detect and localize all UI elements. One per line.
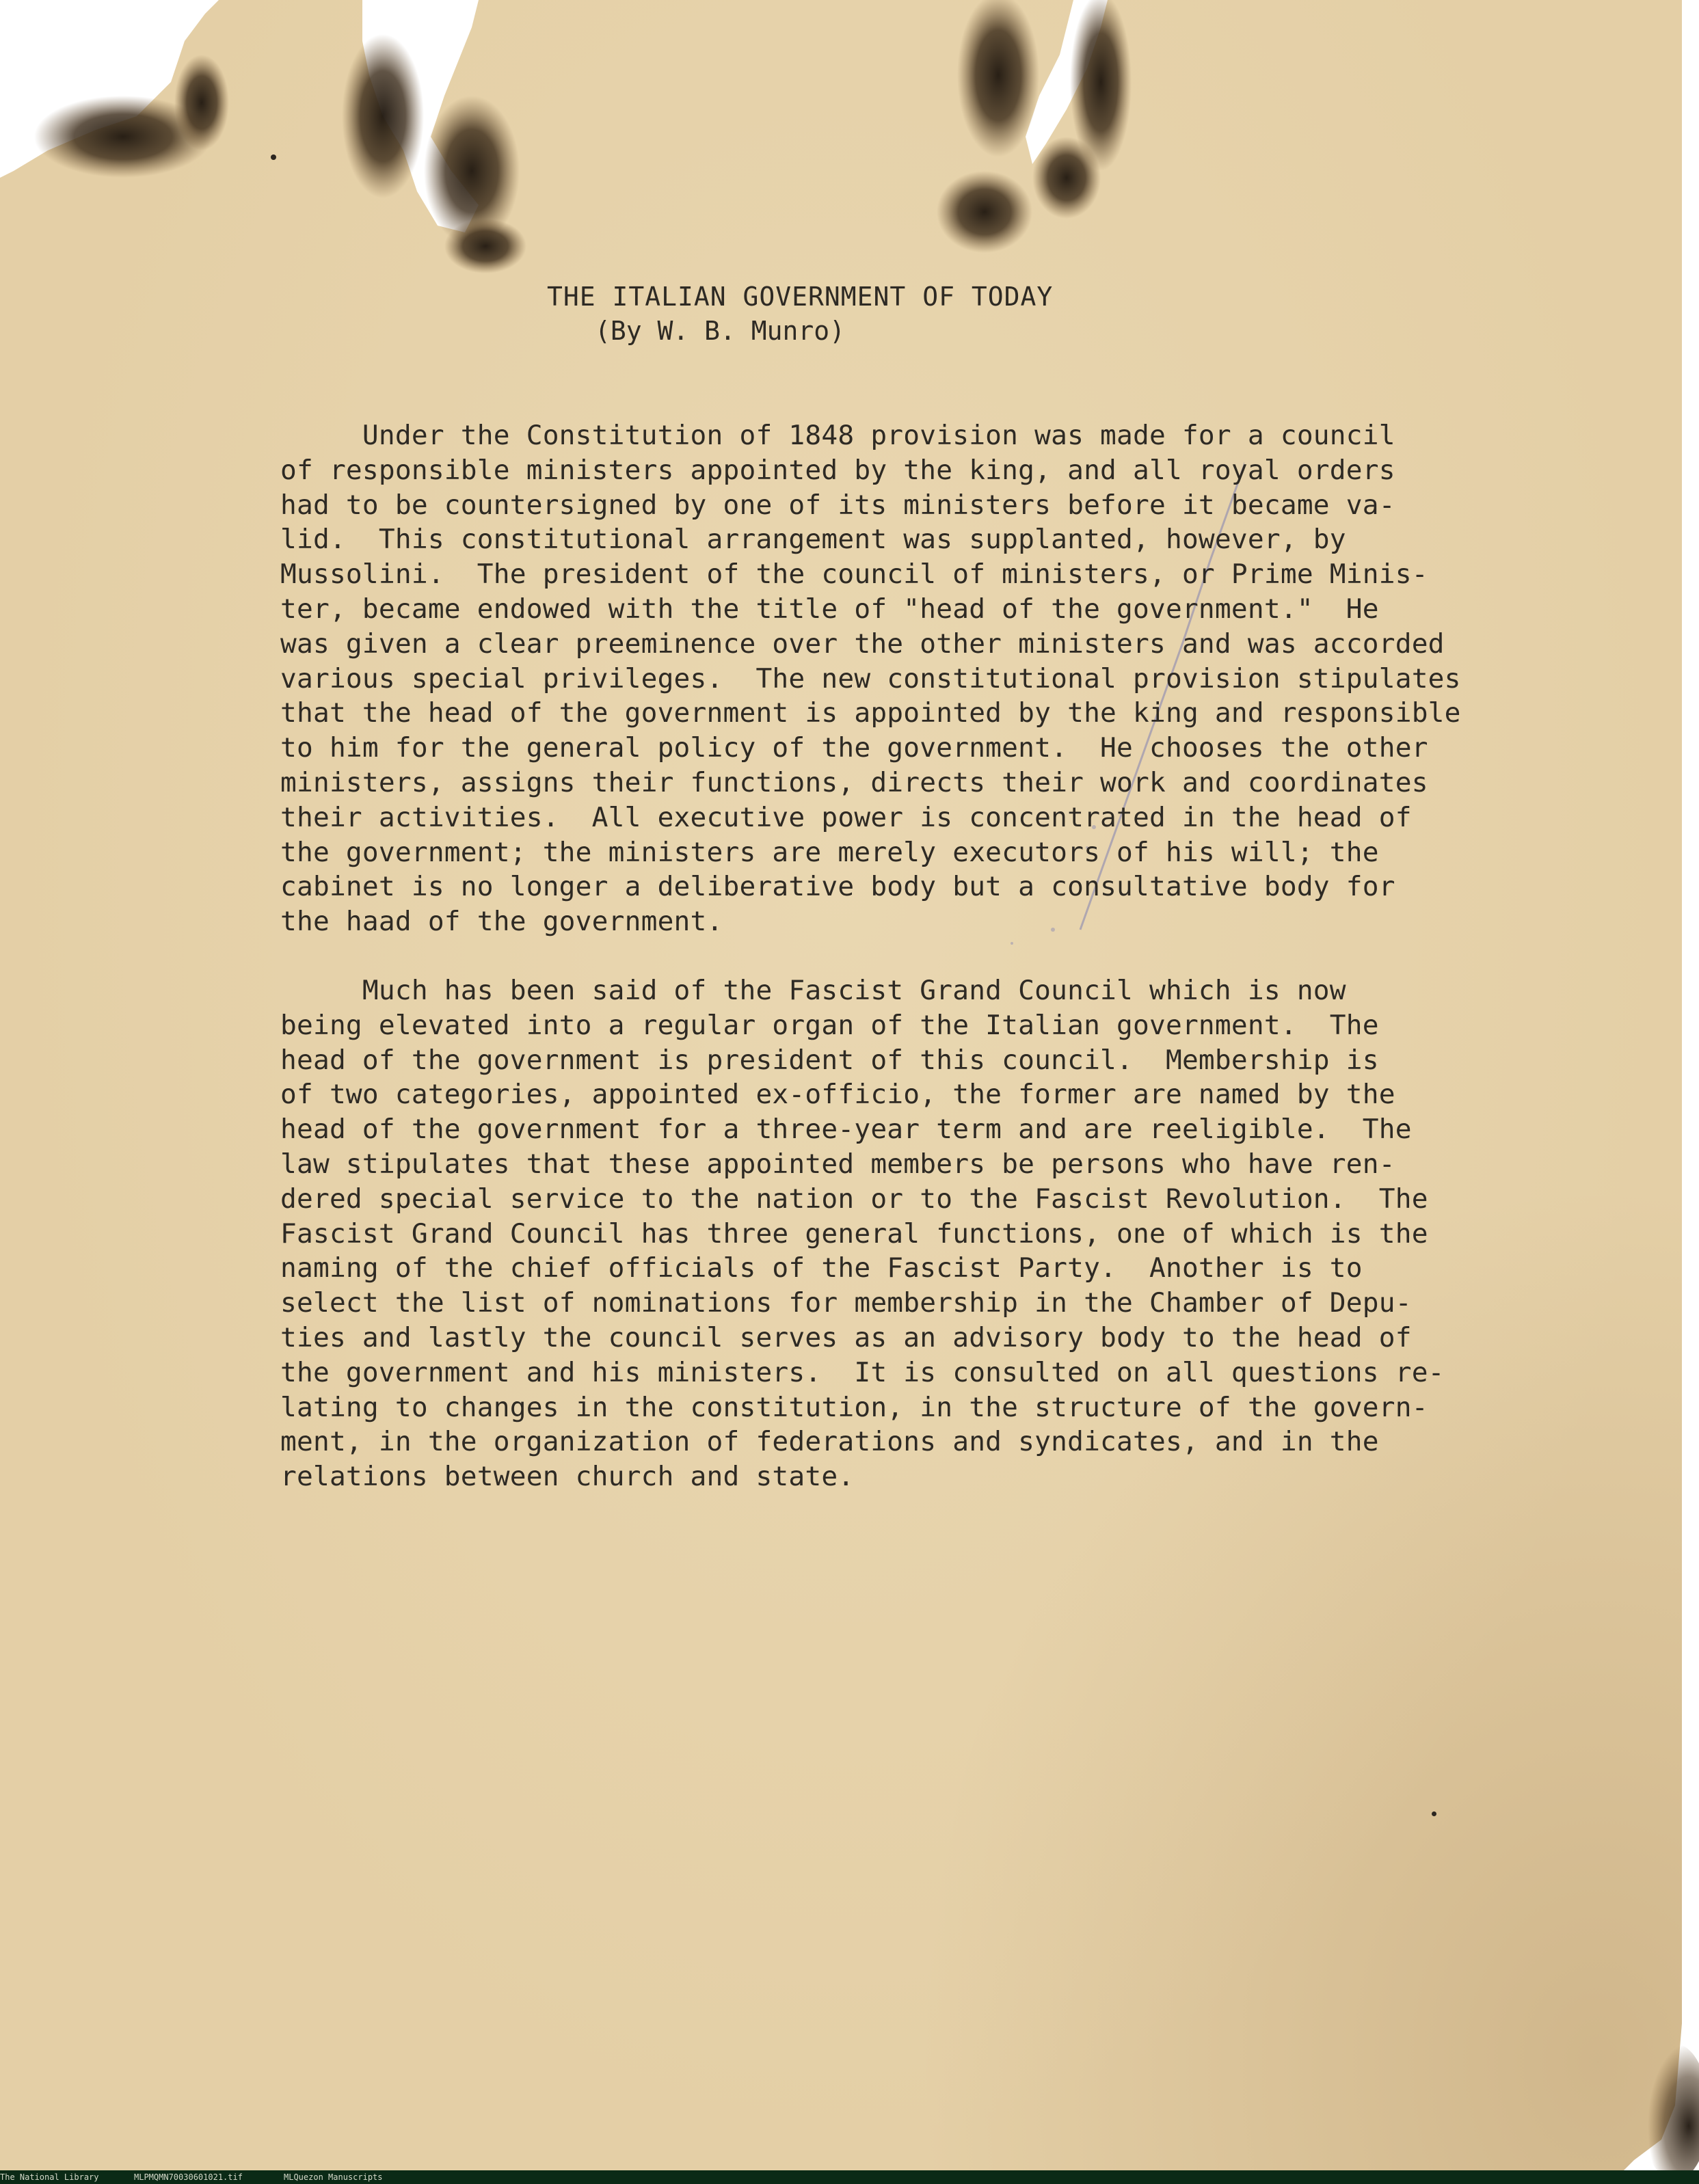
paragraph-line: law stipulates that these appointed members be persons who have ren- (280, 1148, 1395, 1180)
paragraph-line: cabinet is no longer a deliberative body but a consultative body for (280, 871, 1395, 903)
paragraph-line: being elevated into a regular organ of the Italian government. The (280, 1009, 1379, 1041)
paragraph-line: Under the Constitution of 1848 provision was made for a council (280, 420, 1395, 451)
paragraph-1 (280, 418, 1559, 939)
paragraph-line: the government; the ministers are merely executors of his will; the (280, 836, 1379, 868)
paragraph-line: dered special service to the nation or to the Fascist Revolution. The (280, 1183, 1428, 1215)
paragraph-line: naming of the chief officials of the Fascist Party. Another is to (280, 1252, 1363, 1284)
paragraph-line: various special privileges. The new constitutional provision stipulates (280, 662, 1461, 695)
document-byline: (By W. B. Munro) (595, 316, 846, 346)
paragraph-line: ter, became endowed with the title of "head of the government." He (280, 593, 1379, 625)
paragraph-line: relations between church and state. (280, 1461, 855, 1493)
paragraph-line: select the list of nominations for membership in the Chamber of Depu- (280, 1287, 1412, 1319)
paragraph-line: ties and lastly the council serves as an advisory body to the head of (280, 1321, 1412, 1353)
paragraph-line: to him for the general policy of the government. He chooses the other (280, 732, 1428, 764)
paragraph-line: ministers, assigns their functions, directs their work and coordinates (280, 766, 1428, 798)
footer-library: The National Library (0, 2172, 99, 2182)
paragraph-line: Much has been said of the Fascist Grand Council which is now (280, 975, 1346, 1006)
paragraph-line: lid. This constitutional arrangement was supplanted, however, by (280, 524, 1346, 556)
paragraph-2 (280, 973, 1559, 1494)
paragraph-line: of two categories, appointed ex-officio, the former are named by the (280, 1079, 1395, 1111)
paragraph-line: that the head of the government is appointed by the king and responsible (280, 697, 1461, 729)
paragraph-line: Mussolini. The president of the council of ministers, or Prime Minis- (280, 558, 1428, 591)
footer-collection: MLQuezon Manuscripts (284, 2172, 383, 2182)
paragraph-line: head of the government is president of this council. Membership is (280, 1044, 1379, 1076)
paragraph-line: Fascist Grand Council has three general functions, one of which is the (280, 1217, 1428, 1250)
paragraph-line: had to be countersigned by one of its ministers before it became va- (280, 489, 1395, 521)
paragraph-line: their activities. All executive power is concentrated in the head of (280, 801, 1412, 833)
paragraph-line: of responsible ministers appointed by the king, and all royal orders (280, 454, 1395, 486)
paragraph-line: the haad of the government. (280, 906, 723, 938)
paragraph-line: the government and his ministers. It is consulted on all questions re- (280, 1356, 1445, 1388)
document-title: THE ITALIAN GOVERNMENT OF TODAY (547, 282, 1054, 312)
footer-filename: MLPMQMN70030601021.tif (134, 2172, 243, 2182)
ink-speck (1432, 1811, 1436, 1816)
paragraph-line: head of the government for a three-year term and are reeligible. The (280, 1114, 1412, 1146)
paragraph-line: was given a clear preeminence over the other ministers and was accorded (280, 628, 1445, 660)
ink-speck (271, 154, 276, 160)
archive-footer-bar (0, 2170, 1699, 2184)
paragraph-line: lating to changes in the constitution, in the structure of the govern- (280, 1391, 1428, 1423)
paragraph-line: ment, in the organization of federations and syndicates, and in the (280, 1426, 1379, 1458)
